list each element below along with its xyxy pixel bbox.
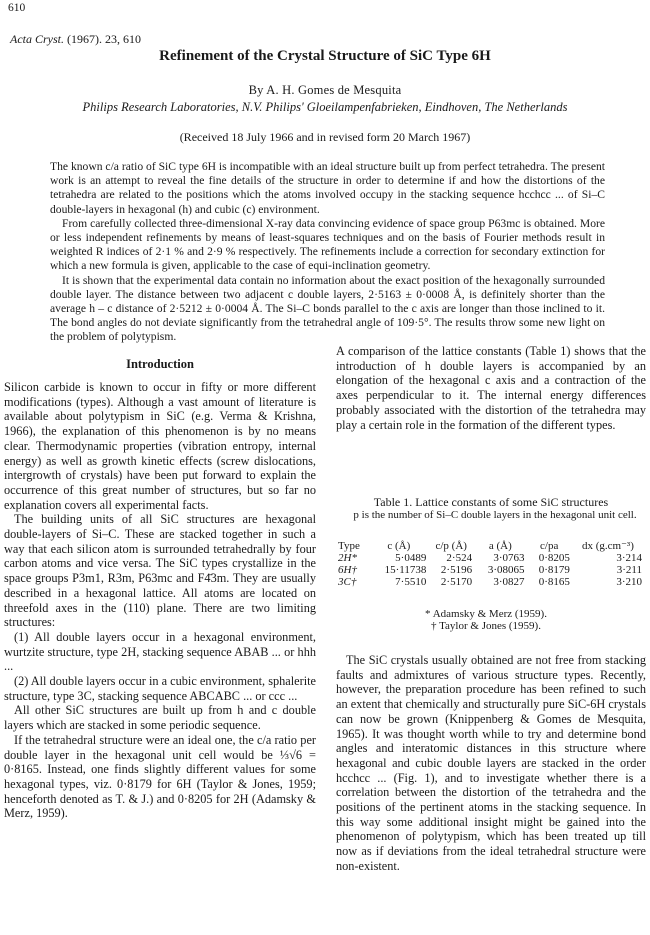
affiliation: Philips Research Laboratories, N.V. Philips' Gloeilampenfabrieken, Eindhoven, The Netherlands [82, 100, 568, 114]
body-paragraph: A comparison of the lattice constants (Table 1) shows that the introduction of h double layers is accompanied by an elongation of the hexagonal c axis and a contraction of the axes perpendicular to it. The internal energy differences probably associated with the distortion of the tetrahedra may play a certain role in the formation of the different types. [336, 344, 646, 432]
table-cell: 2·5196 [440, 564, 473, 576]
abstract-paragraph: The known c/a ratio of SiC type 6H is incompatible with an ideal structure built up from perfect tetrahedra. The present work is an attempt to reveal the fine details of the structure in order to determine if and how the distortions of the tetrahedra are related to the positions which the atoms involved occupy in the stacking sequence hcchcc ... of Si–C double-layers in hexagonal (h) and cubic (c) environment. [50, 160, 605, 216]
table-row [336, 576, 644, 588]
journal-name: Acta Cryst. [10, 32, 64, 46]
journal-citation [10, 32, 141, 47]
table-row [336, 564, 644, 576]
table-cell: 2·5170 [440, 576, 473, 588]
lattice-constants-table [336, 540, 644, 588]
table-cell: 0·8165 [538, 576, 570, 588]
abstract-paragraph: It is shown that the experimental data contain no information about the exact position of the hexagonally surrounded double layer. The distance between two adjacent c double layers, 2·5163 ± 0·0008 Å, is definitely shorter than the average h – c distance of 2·5212 ± 0·0004 Å. The Si–C bonds parallel to the c axis are longer than those inclined to it. The bond angles do not deviate significantly from the tetrahedral angle of 109·5°. The results throw some new light on the problem of polytypism. [50, 273, 605, 344]
body-paragraph: If the tetrahedral structure were an ideal one, the c/a ratio per double layer in the hexagonal unit cell would be ⅓√6 = 0·8165. Instead, one finds slightly different values for some hexagonal types, viz. 0·8179 for 6H (Taylor & Jones, 1959; henceforth denoted as T. & J.) and 0·8205 for 2H (Adamsky & Merz, 1959). [4, 732, 316, 821]
introduction-heading: Introduction [126, 357, 194, 371]
body-paragraph: Silicon carbide is known to occur in fifty or more different modifications (types). Although a vast amount of literature is available about polytypism in SiC (e.g. Verma & Krishna, 1966), the explanation of this phenomenon is by no means clear. Thermodynamic properties (vibration entropy, internal energy) as well as growth kinetic effects (screw dislocations, intergrowth of crystals) have been put forward to explain the occurrence of this great number of structures, but so far no explanation covers all experimental facts. [4, 380, 316, 512]
table-cell: 3·08065 [487, 564, 525, 576]
table-cell: 6H† [338, 564, 357, 576]
table-cell: 7·5510 [395, 576, 427, 588]
table-header: a (Å) [488, 540, 512, 552]
journal-volume-page: 23, 610 [105, 32, 141, 46]
author-line: By A. H. Gomes de Mesquita [248, 83, 402, 97]
table-row [336, 552, 644, 564]
body-paragraph: (1) All double layers occur in a hexagonal environment, wurtzite structure, type 2H, stacking sequence ABAB ... or hhh ... [4, 629, 316, 674]
table-header-row [336, 540, 644, 552]
table-footnote: * Adamsky & Merz (1959). [425, 608, 547, 620]
table-header: c/p (Å) [435, 540, 467, 552]
body-paragraph: All other SiC structures are built up from h and c double layers which are stacked in some periodic sequence. [4, 703, 316, 733]
right-column-bottom [336, 653, 646, 874]
table-cell: 3C† [338, 576, 357, 588]
table-cell: 0·8205 [538, 552, 570, 564]
table-footnote: † Taylor & Jones (1959). [431, 620, 541, 632]
table-cell: 3·211 [616, 564, 642, 576]
journal-year: (1967). [67, 32, 102, 46]
table-subcaption: p is the number of Si–C double layers in the hexagonal unit cell. [353, 509, 637, 521]
table-cell: 2H* [338, 552, 357, 564]
paper-title: Refinement of the Crystal Structure of SiC Type 6H [159, 48, 491, 64]
table-header: c/pa [540, 540, 559, 552]
table-cell: 3·210 [616, 576, 642, 588]
body-paragraph: (2) All double layers occur in a cubic environment, sphalerite structure, type 3C, stacking sequence ABCABC ... or ccc ... [4, 674, 316, 703]
received-dates: (Received 18 July 1966 and in revised form 20 March 1967) [179, 130, 471, 144]
body-paragraph: The SiC crystals usually obtained are not free from stacking faults and admixtures of various structure types. Recently, however, the preparation procedure has been refined to such an extent that chemically and structurally pure SiC-6H crystals can now be grown (Knippenberg & Gomes de Mesquita, 1965). It was thought worth while to try and determine bond angles and interatomic distances in this structure where hexagonal and cubic double layers are stacked in the order hcchcc ... (Fig. 1), and to investigate whether there is a correlation between the distortion of the tetrahedra and the positions of the pertinent atoms in the stacking sequence. In this way some additional insight might be gained into the phenomenon of polytypism, which has been treated up till now as if deviations from the ideal tetrahedral structure were non-existent. [336, 653, 646, 873]
table-cell: 2·524 [446, 552, 473, 564]
table-header: dx (g.cm⁻³) [582, 540, 634, 552]
left-column [4, 380, 316, 821]
abstract [50, 160, 605, 345]
table-cell: 3·0763 [493, 552, 525, 564]
table-cell: 0·8179 [538, 564, 570, 576]
table-cell: 3·214 [616, 552, 642, 564]
table-cell: 5·0489 [395, 552, 427, 564]
table-header: c (Å) [387, 540, 411, 552]
table-cell: 15·11738 [384, 564, 427, 576]
table-header: Type [338, 540, 360, 552]
right-column-top [336, 344, 646, 432]
abstract-paragraph: From carefully collected three-dimensional X-ray data convincing evidence of space group P63mc is obtained. More or less independent refinements by means of least-squares techniques and on the basis of Fourier methods result in weighted R indices of 2·1 % and 2·9 % respectively. The refinements include a correction for secondary extinction for which a new formula is given, applicable to the case of equi-inclination geometry. [50, 216, 605, 273]
body-paragraph: The building units of all SiC structures are hexagonal double-layers of Si–C. These are stacked together in such a way that each silicon atom is surrounded tetrahedrally by four carbon atoms and vice versa. The SiC types crystallize in the space groups P3m1, R3m, P63mc and F4̄3m. They are usually described in a hexagonal lattice. All atoms are located on threefold axes in the (110) plane. There are two limiting structures: [4, 512, 316, 630]
table-cell: 3·0827 [493, 576, 525, 588]
page-number: 610 [8, 2, 26, 14]
table-caption: Table 1. Lattice constants of some SiC structures [373, 495, 609, 509]
